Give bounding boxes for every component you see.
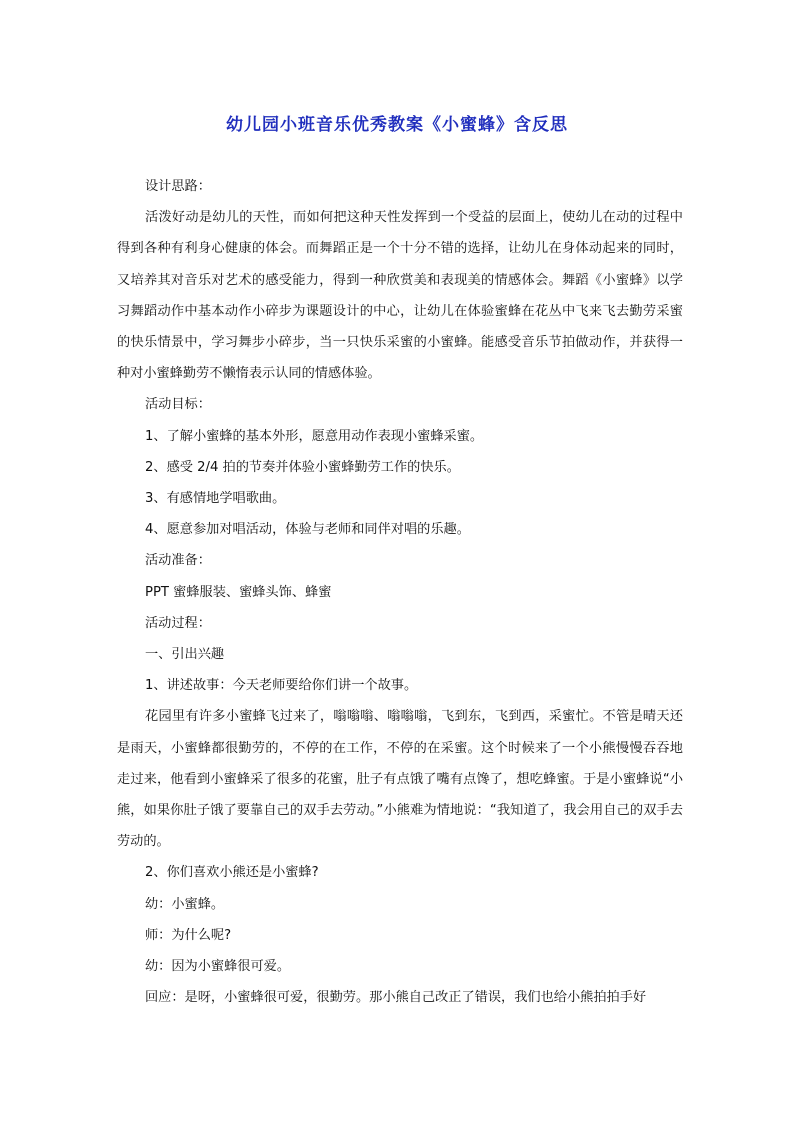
paragraph: 回应：是呀，小蜜蜂很可爱，很勤劳。那小熊自己改正了错误，我们也给小熊拍拍手好 [145, 990, 647, 1006]
paragraph: PPT 蜜蜂服装、蜜蜂头饰、蜂蜜 [145, 584, 332, 600]
document-body [117, 171, 683, 1013]
paragraph: 活动目标： [145, 397, 211, 413]
paragraph: 设计思路： [145, 179, 211, 194]
paragraph: 一、引出兴趣 [145, 647, 225, 663]
document-title: 幼儿园小班音乐优秀教案《小蜜蜂》含反思 [226, 115, 568, 135]
paragraph: 活动过程： [145, 615, 211, 631]
paragraph: 3、有感情地学唱歌曲。 [145, 491, 286, 507]
paragraph: 幼：因为小蜜蜂很可爱。 [145, 959, 291, 975]
paragraph: 师：为什么呢? [145, 927, 232, 943]
paragraph: 花园里有许多小蜜蜂飞过来了，嗡嗡嗡、嗡嗡嗡，飞到东，飞到西，采蜜忙。不管是晴天还是雨天，小蜜蜂都很勤劳的，不停的在工作，不停的在采蜜。这个时候来了一个小熊慢慢吞吞地走过来，他看到小蜜蜂采了很多的花蜜，肚子有点饿了嘴有点馋了，想吃蜂蜜。于是小蜜蜂说“小熊，如果你肚子饿了要靠自己的双手去劳动。”小熊难为情地说：“我知道了，我会用自己的双手去劳动的。 [117, 709, 683, 850]
paragraph: 活泼好动是幼儿的天性，而如何把这种天性发挥到一个受益的层面上，使幼儿在动的过程中得到各种有利身心健康的体会。而舞蹈正是一个十分不错的选择，让幼儿在身体动起来的同时，又培养其对音乐对艺术的感受能力，得到一种欣赏美和表现美的情感体会。舞蹈《小蜜蜂》以学习舞蹈动作中基本动作小碎步为课题设计的中心，让幼儿在体验蜜蜂在花丛中飞来飞去勤劳采蜜的快乐情景中，学习舞步小碎步，当一只快乐采蜜的小蜜蜂。能感受音乐节拍做动作，并获得一种对小蜜蜂勤劳不懒惰表示认同的情感体验。 [117, 210, 683, 382]
paragraph: 1、了解小蜜蜂的基本外形，愿意用动作表现小蜜蜂采蜜。 [145, 428, 484, 444]
paragraph: 1、讲述故事：今天老师要给你们讲一个故事。 [145, 678, 418, 694]
paragraph: 2、你们喜欢小熊还是小蜜蜂? [145, 865, 319, 881]
paragraph: 幼：小蜜蜂。 [145, 896, 225, 912]
paragraph: 2、感受 2/4 拍的节奏并体验小蜜蜂勤劳工作的快乐。 [145, 459, 460, 475]
paragraph: 4、愿意参加对唱活动，体验与老师和同伴对唱的乐趣。 [145, 522, 470, 538]
paragraph: 活动准备： [145, 553, 211, 569]
